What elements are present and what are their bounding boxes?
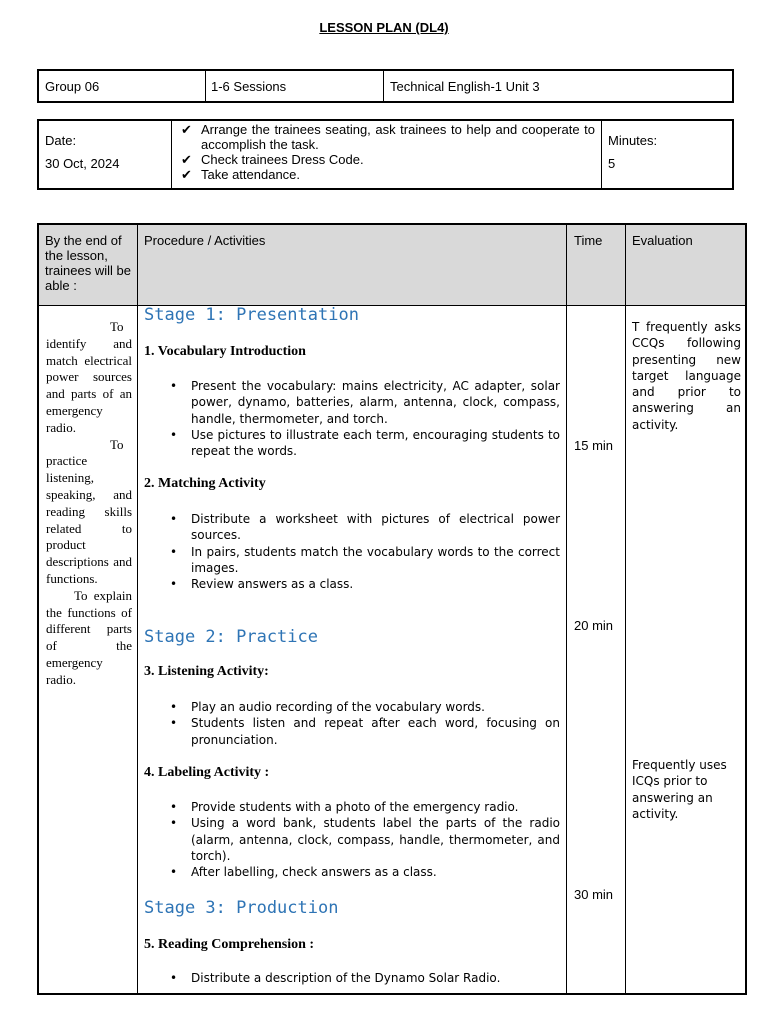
- objective-item: To practice listening, speaking, and reading skills related to product descriptions and functions.: [46, 436, 132, 586]
- list-item: • In pairs, students match the vocabulary words to the correct images.: [144, 544, 560, 577]
- activity-1-title: 1. Vocabulary Introduction: [144, 344, 306, 359]
- check-icon: ✔: [181, 122, 192, 137]
- list-item: • Distribute a description of the Dynamo Solar Radio.: [144, 970, 560, 986]
- activity-1-list: [144, 378, 560, 459]
- list-item: • Play an audio recording of the vocabulary words.: [144, 699, 560, 715]
- objective-item: To explain the functions of different parts of the emergency radio.: [46, 587, 132, 687]
- date-value: 30 Oct, 2024: [45, 156, 120, 171]
- stage-1-heading: Stage 1: Presentation: [144, 305, 359, 325]
- list-item: • Distribute a worksheet with pictures of electrical power sources.: [144, 511, 560, 544]
- activity-5-list: [144, 970, 560, 986]
- activity-3-title: 3. Listening Activity:: [144, 664, 269, 679]
- header-time: Time: [574, 233, 603, 248]
- header-procedure: Procedure / Activities: [144, 233, 266, 248]
- activity-2-list: [144, 511, 560, 592]
- list-item: • Review answers as a class.: [144, 576, 560, 592]
- objective-item: To identify and match electrical power sources and parts of an emergency radio.: [46, 319, 132, 435]
- header-evaluation: Evaluation: [632, 233, 693, 248]
- info-table: [37, 69, 734, 103]
- minutes-label: Minutes:: [608, 133, 658, 148]
- time-stage-3: 30 min: [574, 887, 614, 902]
- task-item: ✔ Take attendance.: [181, 167, 301, 182]
- lesson-table: [37, 223, 747, 995]
- list-item: • Present the vocabulary: mains electricity, AC adapter, solar power, dynamo, batteries, alarm, antenna, clock, compass, handle, thermometer, and torch.: [144, 378, 560, 427]
- document-title: LESSON PLAN (DL4): [319, 20, 449, 35]
- activity-4-title: 4. Labeling Activity :: [144, 765, 270, 780]
- check-icon: ✔: [181, 167, 192, 182]
- activity-4-list: [144, 799, 560, 880]
- activity-2-title: 2. Matching Activity: [144, 476, 266, 491]
- tasks-cell: [179, 122, 595, 188]
- list-item: • Use pictures to illustrate each term, encouraging students to repeat the words.: [144, 427, 560, 460]
- list-item: • Using a word bank, students label the parts of the radio (alarm, antenna, clock, compass, handle, thermometer, and torch).: [144, 815, 560, 864]
- evaluation-1: T frequently asks CCQs following presenting new target language and prior to answering an activity.: [632, 320, 741, 432]
- list-item: • Provide students with a photo of the emergency radio.: [144, 799, 560, 815]
- task-item: ✔ Arrange the trainees seating, ask trainees to help and cooperate to accomplish the task.: [181, 122, 595, 152]
- minutes-value: 5: [608, 156, 616, 171]
- sessions-cell: 1-6 Sessions: [211, 79, 287, 94]
- header-objectives: By the end of the lesson, trainees will be able :: [45, 233, 131, 293]
- stage-2-heading: Stage 2: Practice: [144, 627, 318, 647]
- stage-3-heading: Stage 3: Production: [144, 898, 339, 918]
- date-table: [37, 119, 734, 190]
- list-item: • After labelling, check answers as a class.: [144, 864, 560, 880]
- date-cell: [45, 129, 119, 188]
- list-item: • Students listen and repeat after each word, focusing on pronunciation.: [144, 715, 560, 748]
- activity-5-title: 5. Reading Comprehension :: [144, 937, 315, 952]
- course-cell: Technical English-1 Unit 3: [390, 79, 540, 94]
- task-item: ✔ Check trainees Dress Code.: [181, 152, 364, 167]
- objectives-cell: [46, 319, 132, 689]
- time-stage-2: 20 min: [574, 618, 614, 633]
- evaluation-2: Frequently uses ICQs prior to answering an activity.: [632, 758, 727, 821]
- time-stage-1: 15 min: [574, 438, 614, 453]
- table-header: [39, 225, 745, 306]
- group-cell: Group 06: [45, 79, 100, 94]
- check-icon: ✔: [181, 152, 192, 167]
- activity-3-list: [144, 699, 560, 748]
- date-label: Date:: [45, 133, 77, 148]
- minutes-cell: [608, 129, 657, 188]
